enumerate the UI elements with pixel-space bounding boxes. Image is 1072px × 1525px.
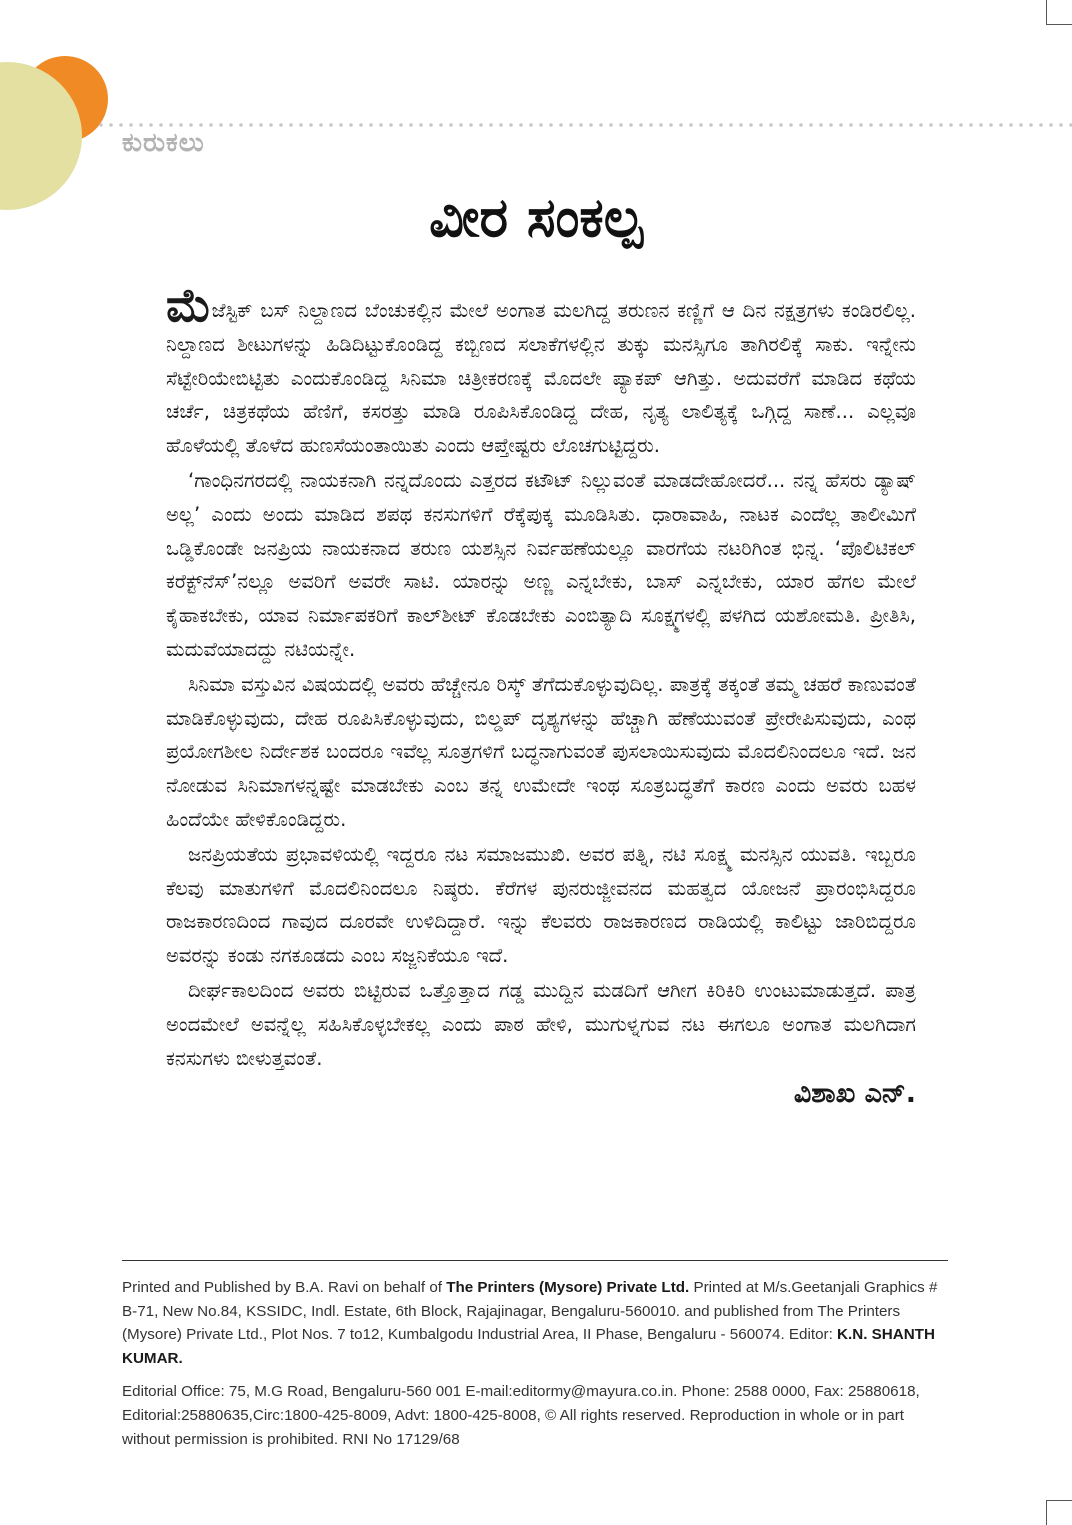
paragraph-3: ಸಿನಿಮಾ ವಸ್ತುವಿನ ವಿಷಯದಲ್ಲಿ ಅವರು ಹೆಚ್ಚೇನೂ ರಿಸ್ಕ್ ತೆಗೆದುಕೊಳ್ಳುವುದಿಲ್ಲ. ಪಾತ್ರಕ್ಕೆ ತಕ್ಕಂತೆ ತಮ್ಮ ಚಹರೆ ಕಾಣುವಂತೆ ಮಾಡಿಕೊಳ್ಳುವುದು, ದೇಹ ರೂಪಿಸಿಕೊಳ್ಳುವುದು, ಬಿಲ್ಡಪ್ ದೃಶ್ಯಗಳನ್ನು ಹೆಚ್ಚಾಗಿ ಹೆಣೆಯುವಂತೆ ಪ್ರೇರೇಪಿಸುವುದು, ಎಂಥ ಪ್ರಯೋಗಶೀಲ ನಿರ್ದೇಶಕ ಬಂದರೂ ಇವೆಲ್ಲ ಸೂತ್ರಗಳಿಗೆ ಬದ್ಧನಾಗುವಂತೆ ಪುಸಲಾಯಿಸುವುದು ಮೊದಲಿನಿಂದಲೂ ಇದೆ. ಜನ ನೋಡುವ ಸಿನಿಮಾಗಳನ್ನಷ್ಟೇ ಮಾಡಬೇಕು ಎಂಬ ತನ್ನ ಉಮೇದೇ ಇಂಥ ಸೂತ್ರಬದ್ಧತೆಗೆ ಕಾರಣ ಎಂದು ಅವರು ಬಹಳ ಹಿಂದೆಯೇ ಹೇಳಿಕೊಂಡಿದ್ದರು. — [166, 672, 916, 831]
paragraph-2: ‘ಗಾಂಧಿನಗರದಲ್ಲಿ ನಾಯಕನಾಗಿ ನನ್ನದೊಂದು ಎತ್ತರದ ಕಟೌಟ್ ನಿಲ್ಲುವಂತೆ ಮಾಡದೇಹೋದರೆ... ನನ್ನ ಹೆಸರು ಡ್ಯಾಷ್ ಅಲ್ಲ’ ಎಂದು ಅಂದು ಮಾಡಿದ ಶಪಥ ಕನಸುಗಳಿಗೆ ರೆಕ್ಕೆಪುಕ್ಕ ಮೂಡಿಸಿತು. ಧಾರಾವಾಹಿ, ನಾಟಕ ಎಂದೆಲ್ಲ ತಾಲೀಮಿಗೆ ಒಡ್ಡಿಕೊಂಡೇ ಜನಪ್ರಿಯ ನಾಯಕನಾದ ತರುಣ ಯಶಸ್ಸಿನ ನಿರ್ವಹಣೆಯಲ್ಲೂ ವಾರಗೆಯ ನಟರಿಗಿಂತ ಭಿನ್ನ. ‘ಪೊಲಿಟಿಕಲ್ ಕರೆಕ್ಟ್‌ನೆಸ್’ನಲ್ಲೂ ಅವರಿಗೆ ಅವರೇ ಸಾಟಿ. ಯಾರನ್ನು ಅಣ್ಣ ಎನ್ನಬೇಕು, ಬಾಸ್ ಎನ್ನಬೇಕು, ಯಾರ ಹೆಗಲ ಮೇಲೆ ಕೈಹಾಕಬೇಕು, ಯಾವ ನಿರ್ಮಾಪಕರಿಗೆ ಕಾಲ್‌ಶೀಟ್ ಕೊಡಬೇಕು ಎಂಬಿತ್ಯಾದಿ ಸೂಕ್ಷ್ಮಗಳಲ್ಲಿ ಪಳಗಿದ ಯಶೋಮತಿ. ಪ್ರೀತಿಸಿ, ಮದುವೆಯಾದದ್ದು ನಟಿಯನ್ನೇ. — [166, 468, 916, 661]
imprint — [122, 1276, 952, 1451]
article-title: ವೀರ ಸಂಕಲ್ಪ — [429, 186, 643, 249]
paragraph-1-text: ಜೆಸ್ಟಿಕ್ ಬಸ್ ನಿಲ್ದಾಣದ ಬೆಂಚುಕಲ್ಲಿನ ಮೇಲೆ ಅಂಗಾತ ಮಲಗಿದ್ದ ತರುಣನ ಕಣ್ಣಿಗೆ ಆ ದಿನ ನಕ್ಷತ್ರಗಳು ಕಂಡಿರಲಿಲ್ಲ. ನಿಲ್ದಾಣದ ಶೀಟುಗಳನ್ನು ಹಿಡಿದಿಟ್ಟುಕೊಂಡಿದ್ದ ಕಬ್ಬಿಣದ ಸಲಾಕೆಗಳಲ್ಲಿನ ತುಕ್ಕು ಮನಸ್ಸಿಗೂ ತಾಗಿರಲಿಕ್ಕೆ ಸಾಕು. ಇನ್ನೇನು ಸೆಟ್ಟೇರಿಯೇಬಿಟ್ಟಿತು ಎಂದುಕೊಂಡಿದ್ದ ಸಿನಿಮಾ ಚಿತ್ರೀಕರಣಕ್ಕೆ ಮೊದಲೇ ಪ್ಯಾಕಪ್ ಆಗಿತ್ತು. ಅದುವರೆಗೆ ಮಾಡಿದ ಕಥೆಯ ಚರ್ಚೆ, ಚಿತ್ರಕಥೆಯ ಹೆಣಿಗೆ, ಕಸರತ್ತು ಮಾಡಿ ರೂಪಿಸಿಕೊಂಡಿದ್ದ ದೇಹ, ನೃತ್ಯ ಲಾಲಿತ್ಯಕ್ಕೆ ಒಗ್ಗಿದ್ದ ಸಾಣೆ... ಎಲ್ಲವೂ ಹೊಳೆಯಲ್ಲಿ ತೊಳೆದ ಹುಣಸೆಯಂತಾಯಿತು ಎಂದು ಆಪ್ತೇಷ್ಟರು ಲೊಚಗುಟ್ಟಿದ್ದರು. — [166, 299, 916, 458]
paragraph-5: ದೀರ್ಘಕಾಲದಿಂದ ಅವರು ಬಿಟ್ಟಿರುವ ಒತ್ತೊತ್ತಾದ ಗಡ್ಡ ಮುದ್ದಿನ ಮಡದಿಗೆ ಆಗೀಗ ಕಿರಿಕಿರಿ ಉಂಟುಮಾಡುತ್ತದೆ. ಪಾತ್ರ ಅಂದಮೇಲೆ ಅವನ್ನೆಲ್ಲ ಸಹಿಸಿಕೊಳ್ಳಬೇಕಲ್ಲ ಎಂದು ಪಾಠ ಹೇಳಿ, ಮುಗುಳ್ನಗುವ ನಟ ಈಗಲೂ ಅಂಗಾತ ಮಲಗಿದಾಗ ಕನಸುಗಳು ಬೀಳುತ್ತವಂತೆ. — [166, 978, 916, 1070]
dotted-divider — [96, 122, 1072, 128]
imprint-editor: K.N. SHANTH KUMAR. — [122, 1326, 935, 1367]
crop-mark-bottom — [1046, 1500, 1072, 1525]
crop-mark-top — [1046, 0, 1072, 25]
drop-cap: ಮೆ — [166, 278, 212, 332]
article-body — [166, 278, 916, 1111]
imprint-text-c: Printed at M/s.Geetanjali Graphics # B-71, New No.84, KSSIDC, Indl. Estate, 6th Block, Rajajinagar, Bengaluru-560010. and published from The Printers (Mysore) Private Ltd., Plot Nos. 7 to12, Kumbalgodu Industrial Area, II Phase, Bengaluru - 560074. Editor: — [122, 1279, 938, 1344]
imprint-publisher — [122, 1276, 952, 1370]
imprint-company: The Printers (Mysore) Private Ltd. — [446, 1279, 690, 1296]
imprint-text-a: Printed and Published by B.A. Ravi on behalf of — [122, 1279, 447, 1296]
paragraph-1 — [166, 278, 916, 463]
imprint-office: Editorial Office: 75, M.G Road, Bengaluru-560 001 E-mail:editormy@mayura.co.in. Phone: 2588 0000, Fax: 25880618, Editorial:25880635,Circ:1800-425-8009, Advt: 1800-425-8008, © All rights reserved. Reproduction in whole or in part without permission is prohibited. RNI No 17129/68 — [122, 1383, 920, 1448]
author-byline: ವಿಶಾಖ ಎನ್. — [793, 1078, 916, 1110]
footer-rule — [122, 1260, 948, 1261]
section-label: ಕುರುಕಲು — [122, 128, 205, 158]
paragraph-4: ಜನಪ್ರಿಯತೆಯ ಪ್ರಭಾವಳಿಯಲ್ಲಿ ಇದ್ದರೂ ನಟ ಸಮಾಜಮುಖಿ. ಅವರ ಪತ್ನಿ, ನಟಿ ಸೂಕ್ಷ್ಮ ಮನಸ್ಸಿನ ಯುವತಿ. ಇಬ್ಬರೂ ಕೆಲವು ಮಾತುಗಳಿಗೆ ಮೊದಲಿನಿಂದಲೂ ನಿಷ್ಠರು. ಕೆರೆಗಳ ಪುನರುಜ್ಜೀವನದ ಮಹತ್ವದ ಯೋಜನೆ ಪ್ರಾರಂಭಿಸಿದ್ದರೂ ರಾಜಕಾರಣದಿಂದ ಗಾವುದ ದೂರವೇ ಉಳಿದಿದ್ದಾರೆ. ಇನ್ನು ಕೆಲವರು ರಾಜಕಾರಣದ ರಾಡಿಯಲ್ಲಿ ಕಾಲಿಟ್ಟು ಜಾರಿಬಿದ್ದರೂ ಅವರನ್ನು ಕಂಡು ನಗಕೂಡದು ಎಂಬ ಸಜ್ಜನಿಕೆಯೂ ಇದೆ. — [166, 842, 916, 968]
